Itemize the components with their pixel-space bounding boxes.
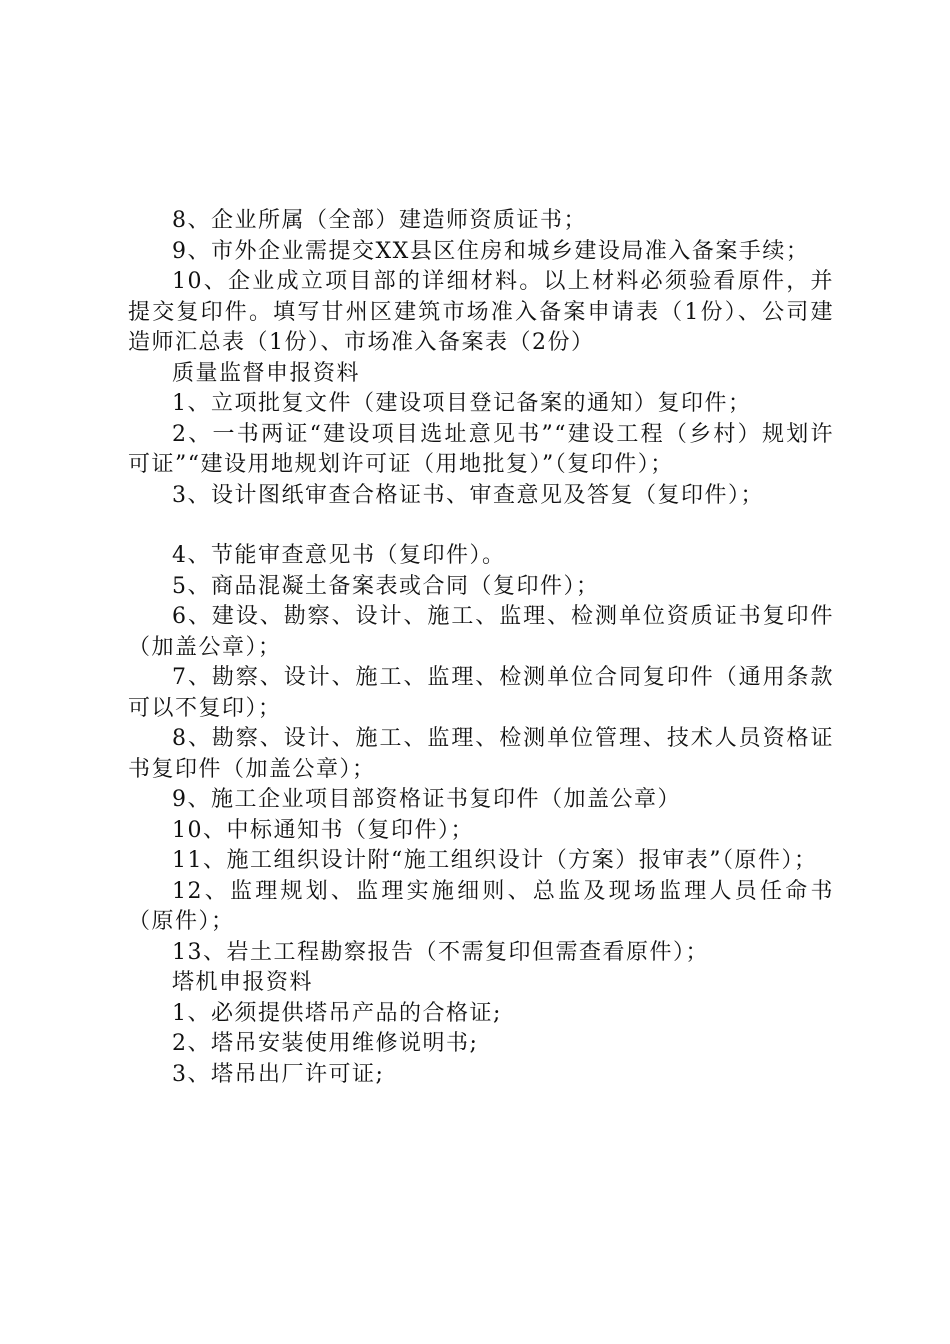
paragraph-quality-item-6: 6、建设、勘察、设计、施工、监理、检测单位资质证书复印件（加盖公章）； — [128, 604, 834, 660]
paragraph-item-10-project-department: 10、企业成立项目部的详细材料。以上材料必须验看原件，并提交复印件。填写甘州区建筑市场准入备案申请表（1份）、公司建造师汇总表（1份）、市场准入备案表（2份） — [128, 269, 834, 355]
section-heading-tower-crane: 塔机申报资料 — [172, 970, 314, 995]
paragraph-quality-item-11: 11、施工组织设计附“施工组织设计（方案）报审表”（原件）； — [172, 848, 818, 873]
paragraph-quality-item-3: 3、设计图纸审查合格证书、审查意见及答复（复印件）； — [172, 482, 764, 508]
paragraph-item-9-external-enterprise: 9、市外企业需提交XX县区住房和城乡建设局准入备案手续； — [172, 238, 810, 264]
paragraph-quality-item-2: 2、一书两证“建设项目选址意见书”“建设工程（乡村）规划许可证”“建设用地规划许可证（用地批复）”（复印件）； — [128, 421, 834, 477]
paragraph-item-8-builder-certificate: 8、企业所属（全部）建造师资质证书； — [172, 208, 587, 233]
paragraph-quality-item-8: 8、勘察、设计、施工、监理、检测单位管理、技术人员资格证书复印件（加盖公章）； — [128, 726, 834, 782]
paragraph-quality-item-12: 12、监理规划、监理实施细则、总监及现场监理人员任命书（原件）； — [128, 878, 834, 934]
document-body — [128, 206, 834, 1090]
paragraph-quality-item-7: 7、勘察、设计、施工、监理、检测单位合同复印件（通用条款可以不复印）； — [128, 665, 834, 721]
paragraph-crane-item-2: 2、塔吊安装使用维修说明书; — [172, 1031, 479, 1056]
paragraph-quality-item-9: 9、施工企业项目部资格证书复印件（加盖公章） — [172, 787, 681, 812]
paragraph-quality-item-10: 10、中标通知书（复印件）； — [172, 817, 474, 843]
paragraph-quality-item-5: 5、商品混凝土备案表或合同（复印件）； — [172, 573, 600, 599]
paragraph-quality-item-1: 1、立项批复文件（建设项目登记备案的通知）复印件； — [172, 391, 752, 416]
paragraph-quality-item-13: 13、岩土工程勘察报告（不需复印但需查看原件）； — [172, 939, 709, 965]
section-heading-quality-supervision: 质量监督申报资料 — [172, 360, 361, 386]
paragraph-crane-item-1: 1、必须提供塔吊产品的合格证; — [172, 1000, 502, 1026]
paragraph-quality-item-4: 4、节能审查意见书（复印件）。 — [172, 543, 506, 568]
paragraph-crane-item-3: 3、塔吊出厂许可证; — [172, 1061, 385, 1087]
